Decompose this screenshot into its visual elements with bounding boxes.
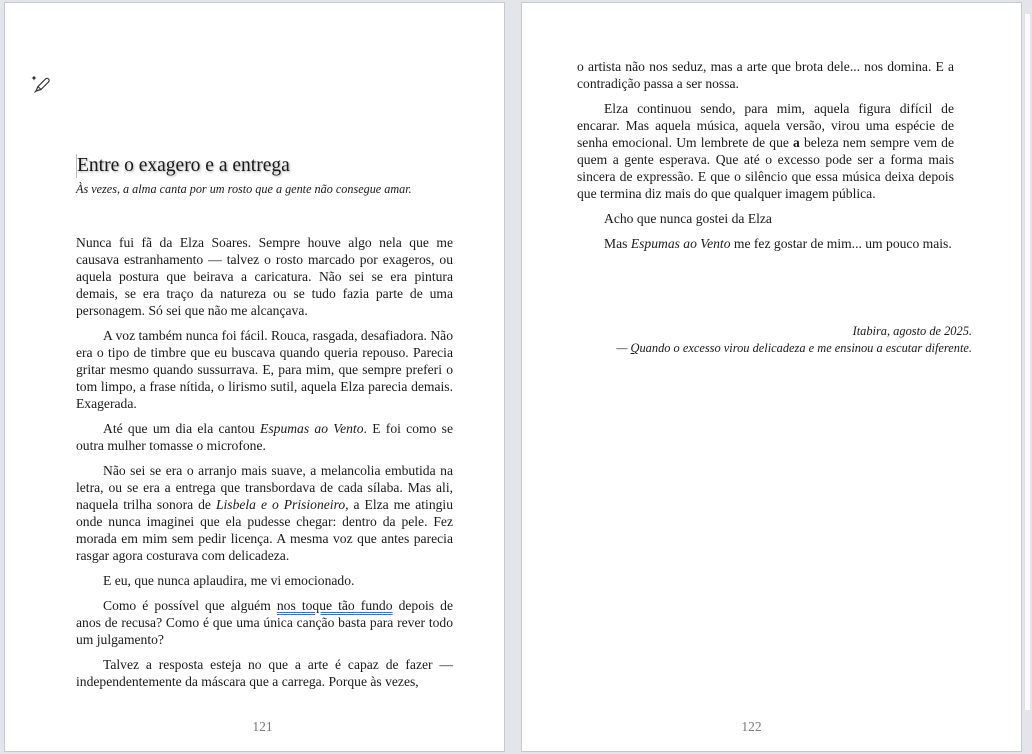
page-122-body[interactable] xyxy=(577,58,954,260)
paragraph xyxy=(76,462,453,564)
page-number: 121 xyxy=(252,719,273,734)
paragraph xyxy=(577,235,954,252)
page-121-body[interactable] xyxy=(76,234,453,698)
paragraph xyxy=(76,420,453,454)
vertical-scrollbar[interactable] xyxy=(1024,14,1030,710)
bold-text-run: a xyxy=(793,135,800,150)
dedication-initial: Q xyxy=(630,341,640,355)
song-title: Espumas ao Vento xyxy=(630,236,731,251)
chapter-title: Entre o exagero e a entrega xyxy=(77,155,290,176)
text-run: Mas xyxy=(604,236,631,251)
paragraph: o artista não nos seduz, mas a arte que brota dele... nos domina. E a contradição passa a ser nossa. xyxy=(577,59,954,91)
text-run: beleza nem sempre vem de quem a gente esperava. Que até o excesso pode ser a forma mais sincera de expressão. E que o silêncio que essa música deixa depois que termina diz mais do que qualquer imagem pública. xyxy=(577,135,955,201)
text-run: Como é possível que alguém xyxy=(103,598,277,613)
text-run: depois de anos de recusa? Como é que uma única canção basta para rever todo um julgamento? xyxy=(76,598,453,647)
em-dash: — xyxy=(616,341,631,355)
text-run: Até que um dia ela cantou xyxy=(103,421,261,436)
text-run: Não sei se era o arranjo mais suave, a melancolia embutida na letra, ou se era a entrega que transbordava de cada sílaba. Mas ali, naquela trilha sonora de xyxy=(76,463,453,512)
page-121[interactable] xyxy=(4,2,505,752)
paragraph: Talvez a resposta esteja no que a arte é capaz de fazer — independentemente da máscara que a carrega. Porque às vezes, xyxy=(76,657,453,689)
paragraph xyxy=(577,100,954,202)
paragraph: E eu, que nunca aplaudira, me vi emocionado. xyxy=(103,573,355,588)
page-122[interactable] xyxy=(521,2,1022,752)
paragraph: Acho que nunca gostei da Elza xyxy=(604,211,772,226)
dedication-text: uando o excesso virou delicadeza e me ensinou a escutar diferente. xyxy=(639,341,972,355)
paragraph: Nunca fui fã da Elza Soares. Sempre houve algo nela que me causava estranhamento — talvez o rosto marcado por exageros, ou aquela postura que beirava a caricatura. Não sei se era pintura demais, se era traço da natureza ou se tudo fazia parte de uma personagem. Só sei que não me alcançava. xyxy=(76,235,453,318)
text-run: Elza continuou sendo, para mim, aquela figura difícil de encarar. Mas aquela música, aquela versão, virou uma espécie de senha emocional. Um lembrete de que xyxy=(577,101,954,150)
signature-block xyxy=(552,323,972,357)
page-number: 122 xyxy=(741,719,762,734)
dedication-line xyxy=(552,340,972,357)
text-run: . E foi como se outra mulher tomasse o microfone. xyxy=(76,421,453,453)
sparkle-pen-icon[interactable] xyxy=(31,74,51,94)
paragraph: A voz também nunca foi fácil. Rouca, rasgada, desafiadora. Não era o tipo de timbre que eu buscava quando queria repouso. Parecia gritar mesmo quando sussurrava. E, para mim, que sempre preferi o tom limpo, a frase nítida, o lirismo sutil, aquela Elza parecia demais. Exagerada. xyxy=(76,328,453,411)
text-run: , a Elza me atingiu onde nunca imaginei que ela pudesse chegar: dentro da pele. Fez morada em mim sem pedir licença. A mesma voz que antes parecia rasgar agora costurava com delicadeza. xyxy=(76,497,453,563)
grammar-suggestion[interactable]: nos toque tão fundo xyxy=(276,598,393,613)
place-date: Itabira, agosto de 2025. xyxy=(852,324,972,338)
song-title: Espumas ao Vento xyxy=(260,421,364,436)
chapter-epigraph: Às vezes, a alma canta por um rosto que a gente não consegue amar. xyxy=(76,182,412,196)
paragraph xyxy=(76,597,453,648)
text-run: me fez gostar de mim... um pouco mais. xyxy=(730,236,952,251)
film-title: Lisbela e o Prisioneiro xyxy=(215,497,346,512)
